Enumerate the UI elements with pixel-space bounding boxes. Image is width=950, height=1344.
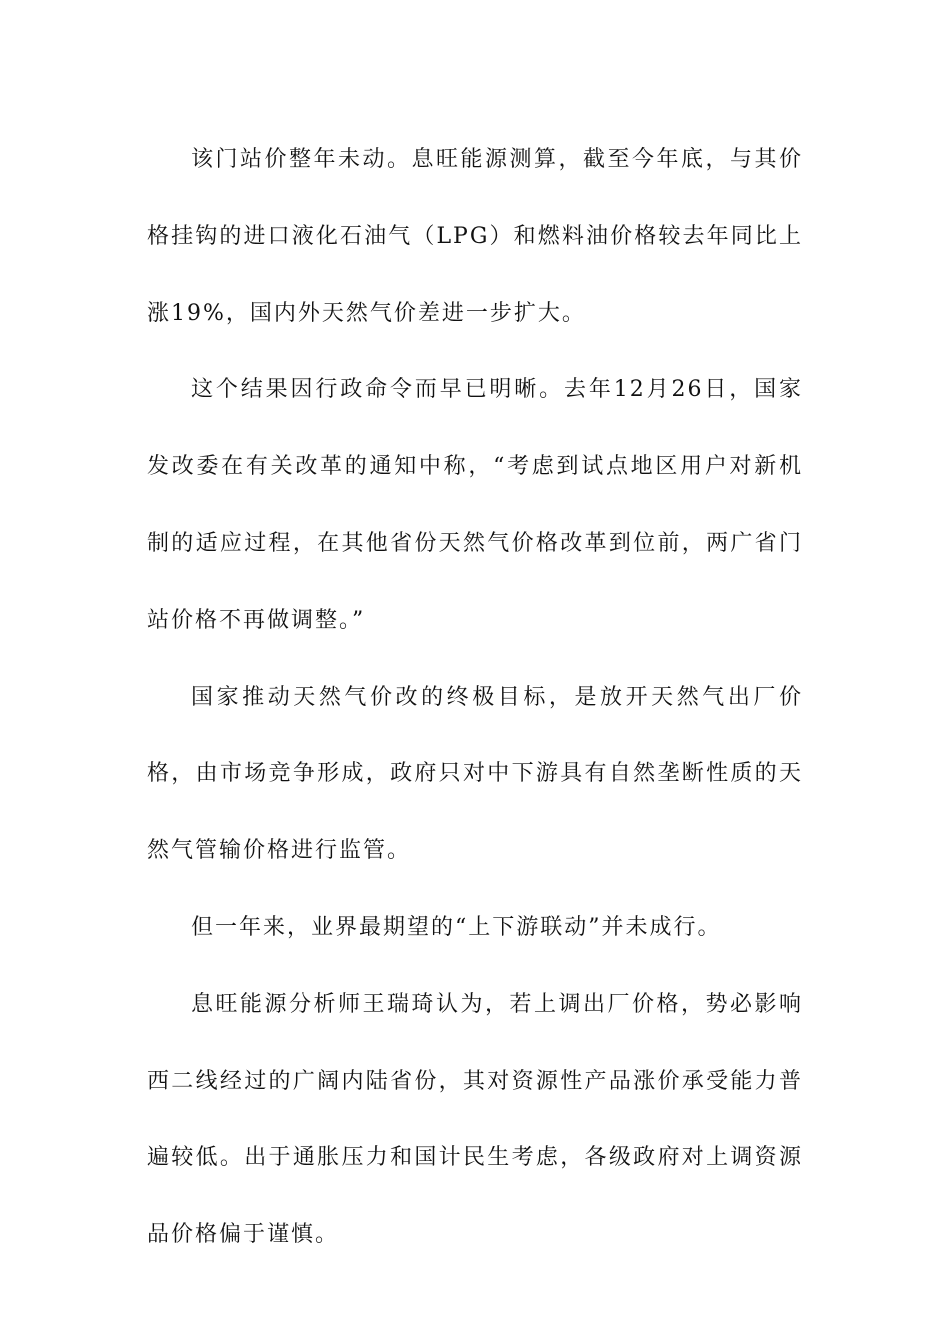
paragraph: 这个结果因行政命令而早已明晰。去年12月26日，国家发改委在有关改革的通知中称，“考虑到试点地区用户对新机制的适应过程，在其他省份天然气价格改革到位前，两广省门站价格不再做调整。” <box>147 377 803 633</box>
article-body <box>147 122 803 1274</box>
paragraph: 但一年来，业界最期望的“上下游联动”并未成行。 <box>191 914 722 940</box>
paragraph: 息旺能源分析师王瑞琦认为，若上调出厂价格，势必影响西二线经过的广阔内陆省份，其对资源性产品涨价承受能力普遍较低。出于通胀压力和国计民生考虑，各级政府对上调资源品价格偏于谨慎。 <box>147 991 803 1248</box>
paragraph: 该门站价整年未动。息旺能源测算，截至今年底，与其价格挂钩的进口液化石油气（LPG）和燃料油价格较去年同比上涨19%，国内外天然气价差进一步扩大。 <box>147 147 803 326</box>
paragraph: 国家推动天然气价改的终极目标，是放开天然气出厂价格，由市场竞争形成，政府只对中下游具有自然垄断性质的天然气管输价格进行监管。 <box>147 684 803 864</box>
